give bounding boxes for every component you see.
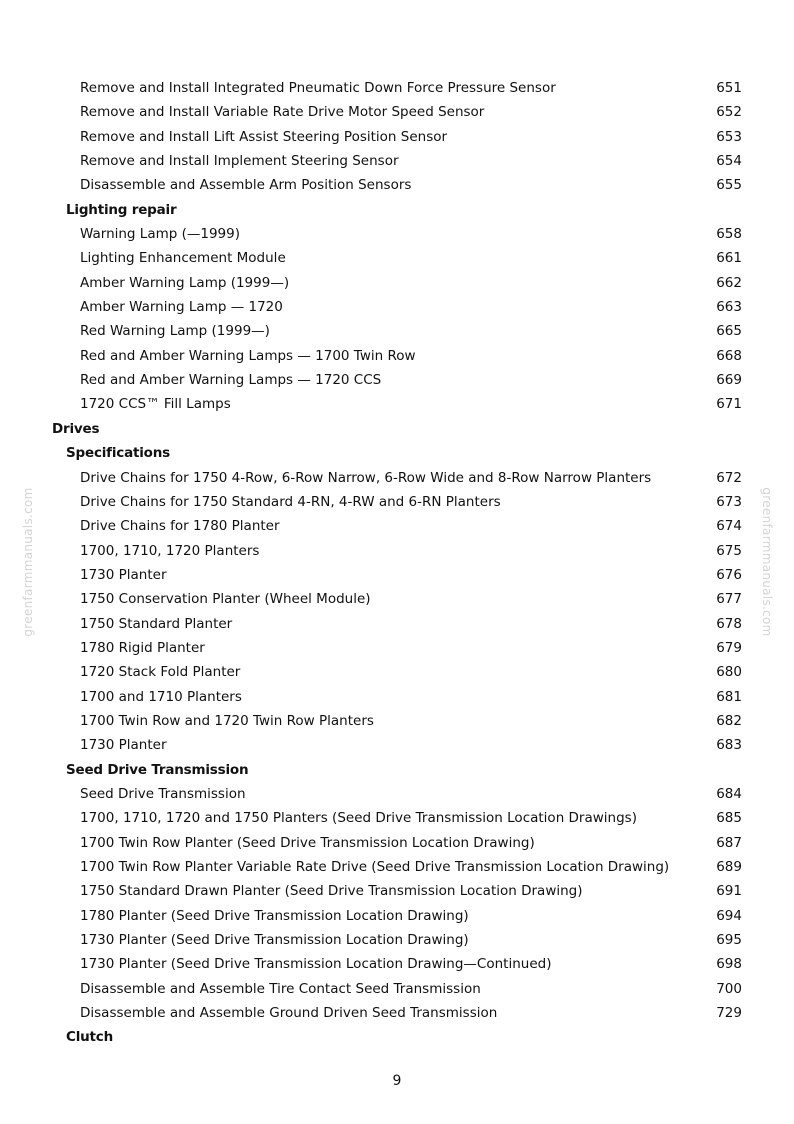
toc-entry[interactable] — [0, 344, 794, 368]
toc-entry-title: 1750 Conservation Planter (Wheel Module) — [80, 591, 371, 608]
toc-entry-title: Drive Chains for 1750 4-Row, 6-Row Narrow, 6-Row Wide and 8-Row Narrow Planters — [80, 469, 652, 486]
watermark-left: greenfarmmanuals.com — [21, 487, 35, 637]
toc-entry-page: 672 — [716, 469, 742, 486]
toc-entry-title: 1780 Planter (Seed Drive Transmission Location Drawing) — [80, 907, 469, 924]
toc-entry-title: Red Warning Lamp (1999—) — [80, 323, 270, 340]
toc-entry-title: 1700 Twin Row and 1720 Twin Row Planters — [80, 712, 374, 729]
toc-subsection-heading — [0, 441, 794, 465]
toc-entry-title: Amber Warning Lamp — 1720 — [80, 299, 283, 316]
toc-entry[interactable] — [0, 636, 794, 660]
toc-entry-page: 669 — [716, 372, 742, 389]
toc-entry[interactable] — [0, 855, 794, 879]
toc-entry-title: Drives — [52, 420, 100, 437]
toc-entry-page: 652 — [716, 104, 742, 121]
toc-entry-page: 655 — [716, 177, 742, 194]
toc-entry-title: 1700, 1710, 1720 and 1750 Planters (Seed Drive Transmission Location Drawings) — [80, 810, 637, 827]
toc-entry[interactable] — [0, 125, 794, 149]
toc-entry-page: 685 — [716, 810, 742, 827]
toc-entry-title: 1730 Planter — [80, 566, 167, 583]
toc-entry-title: Remove and Install Integrated Pneumatic Down Force Pressure Sensor — [80, 80, 556, 96]
toc-entry[interactable] — [0, 76, 794, 100]
toc-entry-title: 1730 Planter (Seed Drive Transmission Location Drawing) — [80, 932, 469, 949]
toc-entry-title: Clutch — [66, 1029, 114, 1046]
toc-entry[interactable] — [0, 733, 794, 757]
watermark-right: greenfarmmanuals.com — [760, 487, 774, 637]
toc-entry-page: 673 — [716, 493, 742, 510]
toc-entry-page: 689 — [716, 859, 742, 875]
toc-entry[interactable] — [0, 563, 794, 587]
toc-entry[interactable] — [0, 466, 794, 490]
toc-entry[interactable] — [0, 977, 794, 1001]
toc-entry[interactable] — [0, 295, 794, 319]
toc-entry[interactable] — [0, 1001, 794, 1025]
toc-entry-page: 671 — [716, 396, 742, 413]
toc-entry-title: 1730 Planter (Seed Drive Transmission Location Drawing—Continued) — [80, 956, 552, 973]
toc-entry[interactable] — [0, 271, 794, 295]
toc-entry-page: 695 — [716, 932, 742, 949]
toc-section-heading — [0, 417, 794, 441]
toc-entry-page: 663 — [716, 299, 742, 316]
toc-entry-page: 681 — [716, 688, 742, 705]
toc-entry-title: Seed Drive Transmission — [66, 761, 249, 778]
toc-entry-page: 658 — [716, 226, 742, 243]
toc-entry[interactable] — [0, 928, 794, 952]
toc-entry-page: 661 — [716, 250, 742, 267]
toc-entry[interactable] — [0, 685, 794, 709]
toc-entry-title: 1700 Twin Row Planter (Seed Drive Transmission Location Drawing) — [80, 834, 535, 851]
toc-entry-title: Disassemble and Assemble Arm Position Sensors — [80, 177, 412, 194]
toc-entry[interactable] — [0, 246, 794, 270]
toc-entry[interactable] — [0, 490, 794, 514]
toc-entry-title: 1750 Standard Planter — [80, 615, 233, 632]
toc-entry[interactable] — [0, 879, 794, 903]
toc-entry-page: 654 — [716, 153, 742, 170]
toc-entry-title: Red and Amber Warning Lamps — 1720 CCS — [80, 372, 382, 389]
toc-entry[interactable] — [0, 587, 794, 611]
table-of-contents — [0, 76, 794, 1050]
toc-entry-page: 683 — [716, 737, 742, 754]
toc-entry[interactable] — [0, 392, 794, 416]
toc-entry-title: Disassemble and Assemble Ground Driven Seed Transmission — [80, 1005, 498, 1022]
toc-entry[interactable] — [0, 514, 794, 538]
toc-entry[interactable] — [0, 904, 794, 928]
toc-entry-title: 1730 Planter — [80, 737, 167, 754]
toc-entry-title: Drive Chains for 1750 Standard 4-RN, 4-RW and 6-RN Planters — [80, 493, 501, 510]
toc-entry[interactable] — [0, 173, 794, 197]
toc-entry-title: 1750 Standard Drawn Planter (Seed Drive Transmission Location Drawing) — [80, 883, 583, 900]
toc-entry[interactable] — [0, 539, 794, 563]
toc-entry-title: Warning Lamp (—1999) — [80, 226, 240, 243]
toc-subsection-heading — [0, 758, 794, 782]
toc-entry[interactable] — [0, 612, 794, 636]
toc-entry-page: 694 — [716, 907, 742, 924]
toc-entry-page: 651 — [716, 80, 742, 96]
toc-entry-title: Disassemble and Assemble Tire Contact Seed Transmission — [80, 980, 481, 997]
toc-entry-page: 653 — [716, 128, 742, 145]
toc-entry-page: 668 — [716, 347, 742, 364]
toc-entry-page: 698 — [716, 956, 742, 973]
toc-entry-page: 691 — [716, 883, 742, 900]
toc-entry-page: 700 — [716, 980, 742, 997]
toc-entry[interactable] — [0, 368, 794, 392]
toc-entry-page: 676 — [716, 566, 742, 583]
toc-entry-title: Red and Amber Warning Lamps — 1700 Twin Row — [80, 347, 416, 364]
toc-entry-title: Specifications — [66, 445, 170, 462]
toc-entry[interactable] — [0, 709, 794, 733]
toc-entry-title: Lighting Enhancement Module — [80, 250, 286, 267]
toc-entry[interactable] — [0, 952, 794, 976]
toc-entry[interactable] — [0, 149, 794, 173]
toc-subsection-heading — [0, 198, 794, 222]
toc-entry-title: Remove and Install Variable Rate Drive Motor Speed Sensor — [80, 104, 485, 121]
toc-entry-page: 729 — [716, 1005, 742, 1022]
toc-entry-title: Remove and Install Lift Assist Steering Position Sensor — [80, 128, 448, 145]
toc-entry[interactable] — [0, 319, 794, 343]
toc-entry-title: Seed Drive Transmission — [80, 785, 246, 802]
toc-entry-page: 687 — [716, 834, 742, 851]
toc-entry[interactable] — [0, 782, 794, 806]
toc-entry-title: 1700 and 1710 Planters — [80, 688, 242, 705]
toc-entry-page: 677 — [716, 591, 742, 608]
page-number: 9 — [392, 1073, 402, 1089]
toc-entry[interactable] — [0, 100, 794, 124]
toc-entry-page: 684 — [716, 785, 742, 802]
toc-entry-page: 679 — [716, 639, 742, 656]
toc-entry-page: 674 — [716, 518, 742, 535]
toc-entry[interactable] — [0, 222, 794, 246]
toc-entry-title: 1780 Rigid Planter — [80, 639, 205, 656]
toc-entry-page: 662 — [716, 274, 742, 291]
toc-entry-page: 665 — [716, 323, 742, 340]
toc-entry[interactable] — [0, 806, 794, 830]
toc-entry-title: Amber Warning Lamp (1999—) — [80, 274, 290, 291]
toc-entry-page: 682 — [716, 712, 742, 729]
toc-entry[interactable] — [0, 831, 794, 855]
toc-entry-title: 1720 CCS™ Fill Lamps — [80, 396, 231, 413]
toc-entry-title: 1700, 1710, 1720 Planters — [80, 542, 260, 559]
toc-entry-title: Remove and Install Implement Steering Sensor — [80, 153, 399, 170]
toc-entry-page: 678 — [716, 615, 742, 632]
toc-entry-page: 675 — [716, 542, 742, 559]
toc-subsection-heading — [0, 1025, 794, 1049]
toc-entry-title: 1700 Twin Row Planter Variable Rate Drive (Seed Drive Transmission Location Drawing) — [80, 859, 670, 875]
toc-entry[interactable] — [0, 660, 794, 684]
toc-entry-title: Lighting repair — [66, 201, 177, 218]
toc-entry-title: Drive Chains for 1780 Planter — [80, 518, 280, 535]
toc-entry-page: 680 — [716, 664, 742, 681]
toc-entry-title: 1720 Stack Fold Planter — [80, 664, 241, 681]
